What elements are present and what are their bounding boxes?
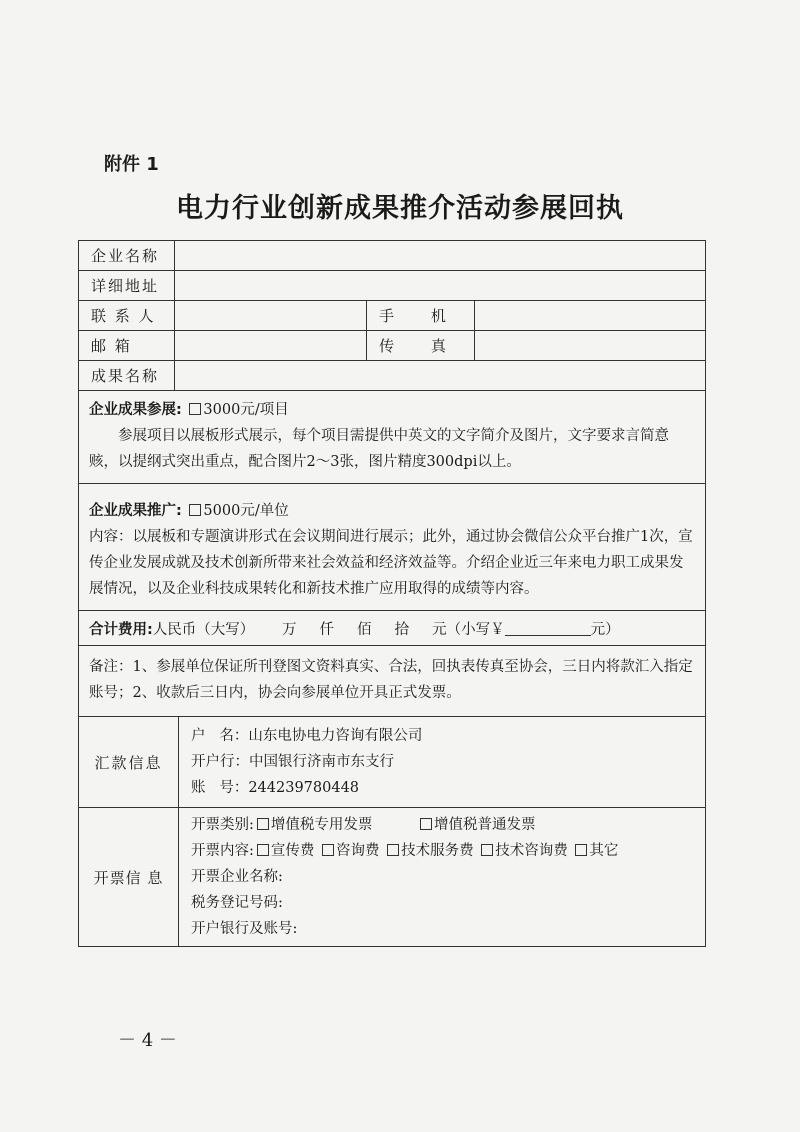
exhibit-checkbox[interactable]: [189, 403, 201, 415]
promo-fee-checkbox[interactable]: [257, 844, 269, 856]
page-number: － 4 －: [118, 1030, 177, 1051]
tech-consult-checkbox[interactable]: [481, 844, 493, 856]
consult-fee-label: 咨询费: [336, 843, 380, 859]
invoice-body: [179, 808, 705, 946]
total-row: [79, 611, 705, 646]
vat-special-checkbox[interactable]: [257, 818, 269, 830]
invoice-company: 开票企业名称:: [191, 869, 283, 885]
tech-service-checkbox[interactable]: [387, 844, 399, 856]
invoice-bank: 开户银行及账号:: [191, 921, 298, 937]
exhibit-price: 3000元/项目: [203, 402, 289, 418]
registration-form: [78, 240, 706, 947]
email-row: [79, 331, 705, 361]
tech-service-label: 技术服务费: [401, 843, 474, 859]
bank-body: [179, 717, 705, 807]
bank-account: 账 号：244239780448: [191, 780, 360, 796]
consult-fee-checkbox[interactable]: [322, 844, 334, 856]
address-row: [79, 271, 705, 301]
fax-label: 传 真: [367, 331, 475, 360]
fax-field[interactable]: [475, 331, 705, 360]
exhibit-block: [79, 391, 705, 483]
company-name-row: [79, 241, 705, 271]
bank-label: 汇款信息: [79, 717, 179, 807]
contact-field[interactable]: [175, 301, 367, 330]
remark-row: [79, 646, 705, 717]
promo-heading: 企业成果推广:: [89, 503, 182, 519]
promo-block: [79, 484, 705, 610]
email-label: 邮 箱: [79, 331, 175, 360]
other-label: 其它: [589, 843, 619, 859]
contact-row: [79, 301, 705, 331]
promo-checkbox[interactable]: [189, 504, 201, 516]
vat-normal-checkbox[interactable]: [420, 818, 432, 830]
promo-fee-label: 宣传费: [270, 843, 315, 859]
email-field[interactable]: [175, 331, 367, 360]
mobile-label: 手 机: [367, 301, 475, 330]
mobile-field[interactable]: [475, 301, 705, 330]
total-end: 元）: [590, 621, 620, 638]
total-text: 人民币（大写） 万 仟 佰 拾 元（小写￥: [152, 621, 505, 638]
company-name-label: 企业名称: [79, 241, 175, 270]
company-name-field[interactable]: [175, 241, 705, 270]
vat-special-label: 增值税专用发票: [270, 817, 373, 833]
promo-section: [79, 484, 705, 611]
invoice-content-label: 开票内容:: [191, 843, 254, 859]
promo-price: 5000元/单位: [203, 503, 289, 519]
remark-text: 备注：1、参展单位保证所刊登图文资料真实、合法，回执表传真至协会，三日内将款汇入指定账号；2、收款后三日内，协会向参展单位开具正式发票。: [89, 659, 693, 701]
invoice-row: [79, 808, 705, 946]
tech-consult-label: 技术咨询费: [495, 843, 568, 859]
exhibit-text: 参展项目以展板形式展示，每个项目需提供中英文的文字简介及图片，文字要求言简意赅，以提纲式突出重点，配合图片2～3张，图片精度300dpi以上。: [89, 428, 669, 470]
contact-label: 联 系 人: [79, 301, 175, 330]
bank-row: [79, 717, 705, 808]
invoice-type: [191, 812, 693, 838]
attachment-label: 附件 1: [104, 154, 159, 175]
vat-normal-label: 增值税普通发票: [434, 817, 536, 833]
exhibit-section: [79, 391, 705, 484]
page-title: 电力行业创新成果推介活动参展回执: [176, 193, 624, 224]
invoice-type-label: 开票类别:: [191, 817, 254, 833]
exhibit-heading: 企业成果参展:: [89, 402, 182, 418]
promo-text: 内容：以展板和专题演讲形式在会议期间进行展示；此外，通过协会微信公众平台推广1次，宣传企业发展成就及技术创新所带来社会效益和经济效益等。介绍企业近三年来电力职工成果发展情况，以及企业科技成果转化和新技术推广应用取得的成绩等内容。: [89, 529, 693, 597]
invoice-label: 开票信 息: [79, 808, 179, 946]
achievement-label: 成果名称: [79, 361, 175, 390]
address-field[interactable]: [175, 271, 705, 300]
total-heading: 合计费用:: [89, 621, 153, 638]
other-checkbox[interactable]: [575, 844, 587, 856]
achievement-field[interactable]: [175, 361, 705, 390]
bank-branch: 开户行：中国银行济南市东支行: [191, 754, 394, 770]
address-label: 详细地址: [79, 271, 175, 300]
bank-name: 户 名：山东电协电力咨询有限公司: [191, 728, 423, 744]
total-cell: [79, 611, 630, 645]
total-amount-field[interactable]: [505, 621, 591, 636]
invoice-tax: 税务登记号码:: [191, 895, 283, 911]
achievement-row: [79, 361, 705, 391]
invoice-content: [191, 838, 693, 864]
